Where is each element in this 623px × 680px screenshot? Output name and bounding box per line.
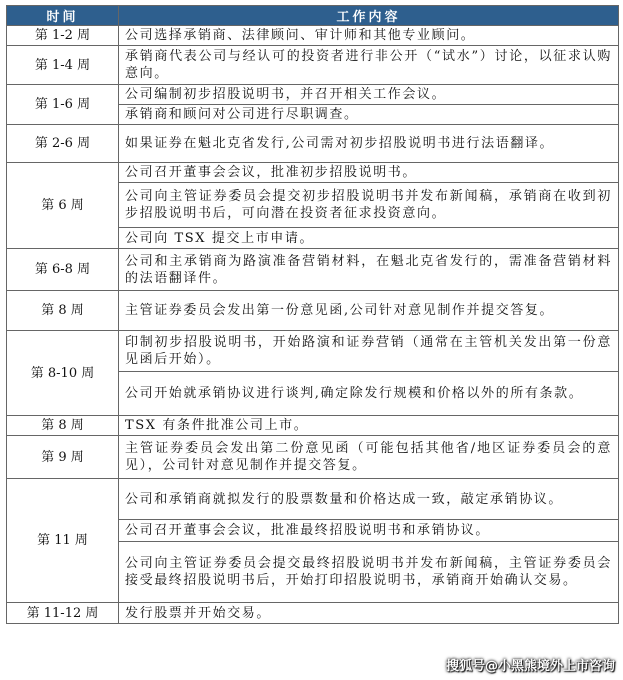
table-row (7, 249, 619, 291)
table-row (7, 26, 619, 46)
schedule-table (6, 5, 619, 624)
time-cell: 第 11 周 (7, 479, 119, 603)
time-cell: 第 1-6 周 (7, 85, 119, 125)
time-cell: 第 8 周 (7, 291, 119, 331)
content-cell: 公司编制初步招股说明书，并召开相关工作会议。 (119, 85, 619, 105)
table-row (7, 331, 619, 372)
header-content: 工作内容 (119, 6, 619, 26)
table-row (7, 603, 619, 624)
table-body (7, 26, 619, 624)
content-cell: 承销商代表公司与经认可的投资者进行非公开（“试水”）讨论，以征求认购意向。 (119, 46, 619, 85)
content-cell: 公司向 TSX 提交上市申请。 (119, 228, 619, 249)
table-header-row (7, 6, 619, 26)
content-cell: 如果证券在魁北克省发行,公司需对初步招股说明书进行法语翻译。 (119, 125, 619, 163)
table-row (7, 46, 619, 85)
time-cell: 第 6 周 (7, 163, 119, 249)
time-cell: 第 1-4 周 (7, 46, 119, 85)
content-cell: 公司和承销商就拟发行的股票数量和价格达成一致，敲定承销协议。 (119, 479, 619, 520)
table-row (7, 125, 619, 163)
time-cell: 第 8-10 周 (7, 331, 119, 416)
content-cell: 公司向主管证券委员会提交初步招股说明书并发布新闻稿，承销商在收到初步招股说明书后，可向潜在投资者征求投资意向。 (119, 183, 619, 228)
time-cell: 第 2-6 周 (7, 125, 119, 163)
content-cell: 承销商和顾问对公司进行尽职调查。 (119, 105, 619, 125)
time-cell: 第 1-2 周 (7, 26, 119, 46)
time-cell: 第 9 周 (7, 436, 119, 479)
content-cell: 主管证券委员会发出第一份意见函,公司针对意见制作并提交答复。 (119, 291, 619, 331)
content-cell: 公司向主管证券委员会提交最终招股说明书并发布新闻稿，主管证券委员会接受最终招股说明书后，开始打印招股说明书，承销商开始确认交易。 (119, 542, 619, 603)
content-cell: 公司召开董事会会议，批准初步招股说明书。 (119, 163, 619, 183)
header-time: 时间 (7, 6, 119, 26)
content-cell: 公司召开董事会会议，批准最终招股说明书和承销协议。 (119, 520, 619, 542)
time-cell: 第 11-12 周 (7, 603, 119, 624)
table-row (7, 416, 619, 436)
watermark: 搜狐号@小黑熊境外上市咨询 (445, 659, 615, 674)
table-row (7, 436, 619, 479)
content-cell: 发行股票并开始交易。 (119, 603, 619, 624)
content-cell: 印制初步招股说明书，开始路演和证券营销（通常在主管机关发出第一份意见函后开始）。 (119, 331, 619, 372)
content-cell: 公司和主承销商为路演准备营销材料，在魁北克省发行的，需准备营销材料的法语翻译件。 (119, 249, 619, 291)
time-cell: 第 6-8 周 (7, 249, 119, 291)
content-cell: TSX 有条件批准公司上市。 (119, 416, 619, 436)
time-cell: 第 8 周 (7, 416, 119, 436)
content-cell: 公司开始就承销协议进行谈判,确定除发行规模和价格以外的所有条款。 (119, 372, 619, 416)
table-row (7, 85, 619, 105)
table-row (7, 291, 619, 331)
content-cell: 公司选择承销商、法律顾问、审计师和其他专业顾问。 (119, 26, 619, 46)
content-cell: 主管证券委员会发出第二份意见函（可能包括其他省/地区证券委员会的意见），公司针对意见制作并提交答复。 (119, 436, 619, 479)
table-row (7, 163, 619, 183)
table-row (7, 479, 619, 520)
